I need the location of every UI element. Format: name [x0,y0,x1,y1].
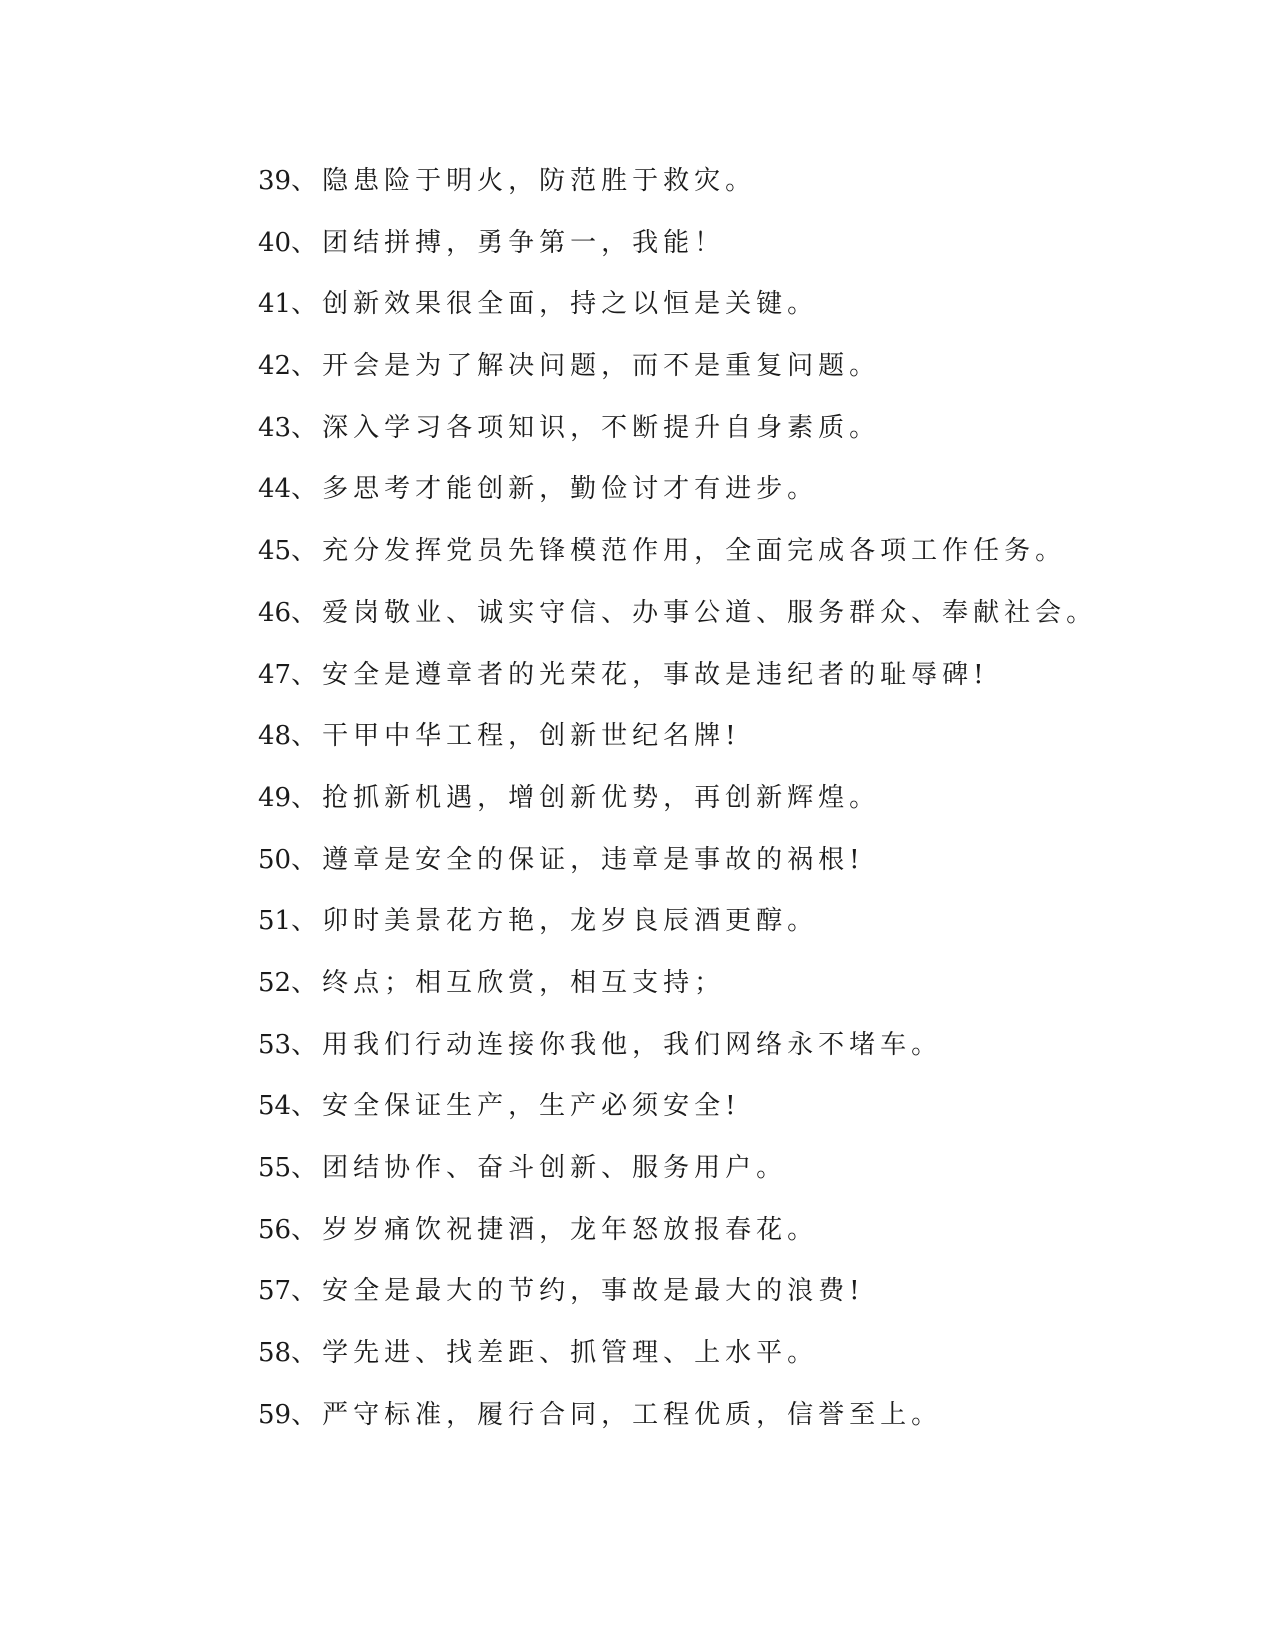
list-item [258,1153,1158,1215]
item-text: 、创新效果很全面，持之以恒是关键。 [291,289,819,320]
item-text: 、安全是遵章者的光荣花，事故是违纪者的耻辱碑! [291,659,989,690]
item-text: 、安全是最大的节约，事故是最大的浪费! [291,1276,865,1307]
list-item [258,845,1158,907]
item-text: 、卯时美景花方艳，龙岁良辰酒更醇。 [291,906,819,937]
list-item [258,968,1158,1030]
item-text: 、多思考才能创新，勤俭讨才有进步。 [291,474,819,505]
item-text: 、严守标准，履行合同，工程优质，信誉至上。 [291,1399,943,1430]
list-item [258,1215,1158,1277]
list-item [258,166,1158,228]
item-number: 57 [258,1276,292,1307]
item-text: 、团结协作、奋斗创新、服务用户。 [291,1153,788,1183]
item-text: 、开会是为了解决问题，而不是重复问题。 [291,351,881,382]
item-number: 59 [258,1399,292,1430]
item-text: 、爱岗敬业、诚实守信、办事公道、服务群众、奉献社会。 [291,597,1098,628]
list-item [258,906,1158,968]
item-number: 54 [258,1091,292,1122]
list-item [258,413,1158,475]
item-text: 、团结拼搏，勇争第一，我能！ [291,227,726,258]
item-number: 50 [258,844,292,875]
item-text: 、遵章是安全的保证，违章是事故的祸根! [291,844,865,875]
list-item [258,536,1158,598]
list-item [258,289,1158,351]
list-item [258,1030,1158,1092]
item-text: 、用我们行动连接你我他，我们网络永不堵车。 [291,1029,943,1060]
list-item [258,783,1158,845]
list-item [258,474,1158,536]
list-item [258,598,1158,660]
item-number: 53 [258,1029,292,1060]
item-text: 、终点；相互欣赏，相互支持； [291,967,726,998]
item-text: 、抢抓新机遇，增创新优势，再创新辉煌。 [291,782,881,813]
item-number: 52 [258,967,292,998]
list-item [258,1091,1158,1153]
item-number: 42 [258,351,292,382]
item-text: 、安全保证生产，生产必须安全! [291,1091,741,1122]
list-item [258,1400,1158,1462]
list-item [258,228,1158,290]
list-item [258,351,1158,413]
item-number: 55 [258,1153,292,1183]
item-text: 、干甲中华工程，创新世纪名牌! [291,721,741,752]
item-number: 41 [258,289,292,320]
item-number: 47 [258,659,292,690]
list-item [258,660,1158,722]
item-number: 58 [258,1338,292,1369]
item-number: 46 [258,597,292,628]
list-item [258,1276,1158,1338]
item-text: 、岁岁痛饮祝捷酒，龙年怒放报春花。 [291,1214,819,1245]
item-text: 、学先进、找差距、抓管理、上水平。 [291,1338,819,1369]
list-item [258,1338,1158,1400]
item-number: 56 [258,1214,292,1245]
item-number: 44 [258,474,292,505]
item-number: 51 [258,906,292,937]
item-text: 、深入学习各项知识，不断提升自身素质。 [291,412,881,443]
list-item [258,721,1158,783]
slogan-list [258,166,1158,1461]
item-number: 49 [258,782,292,813]
item-number: 39 [258,166,292,196]
item-number: 48 [258,721,292,752]
item-number: 40 [258,227,292,258]
item-number: 43 [258,412,292,443]
item-text: 、充分发挥党员先锋模范作用，全面完成各项工作任务。 [291,536,1067,567]
item-number: 45 [258,536,292,567]
item-text: 、隐患险于明火，防范胜于救灾。 [291,166,757,196]
